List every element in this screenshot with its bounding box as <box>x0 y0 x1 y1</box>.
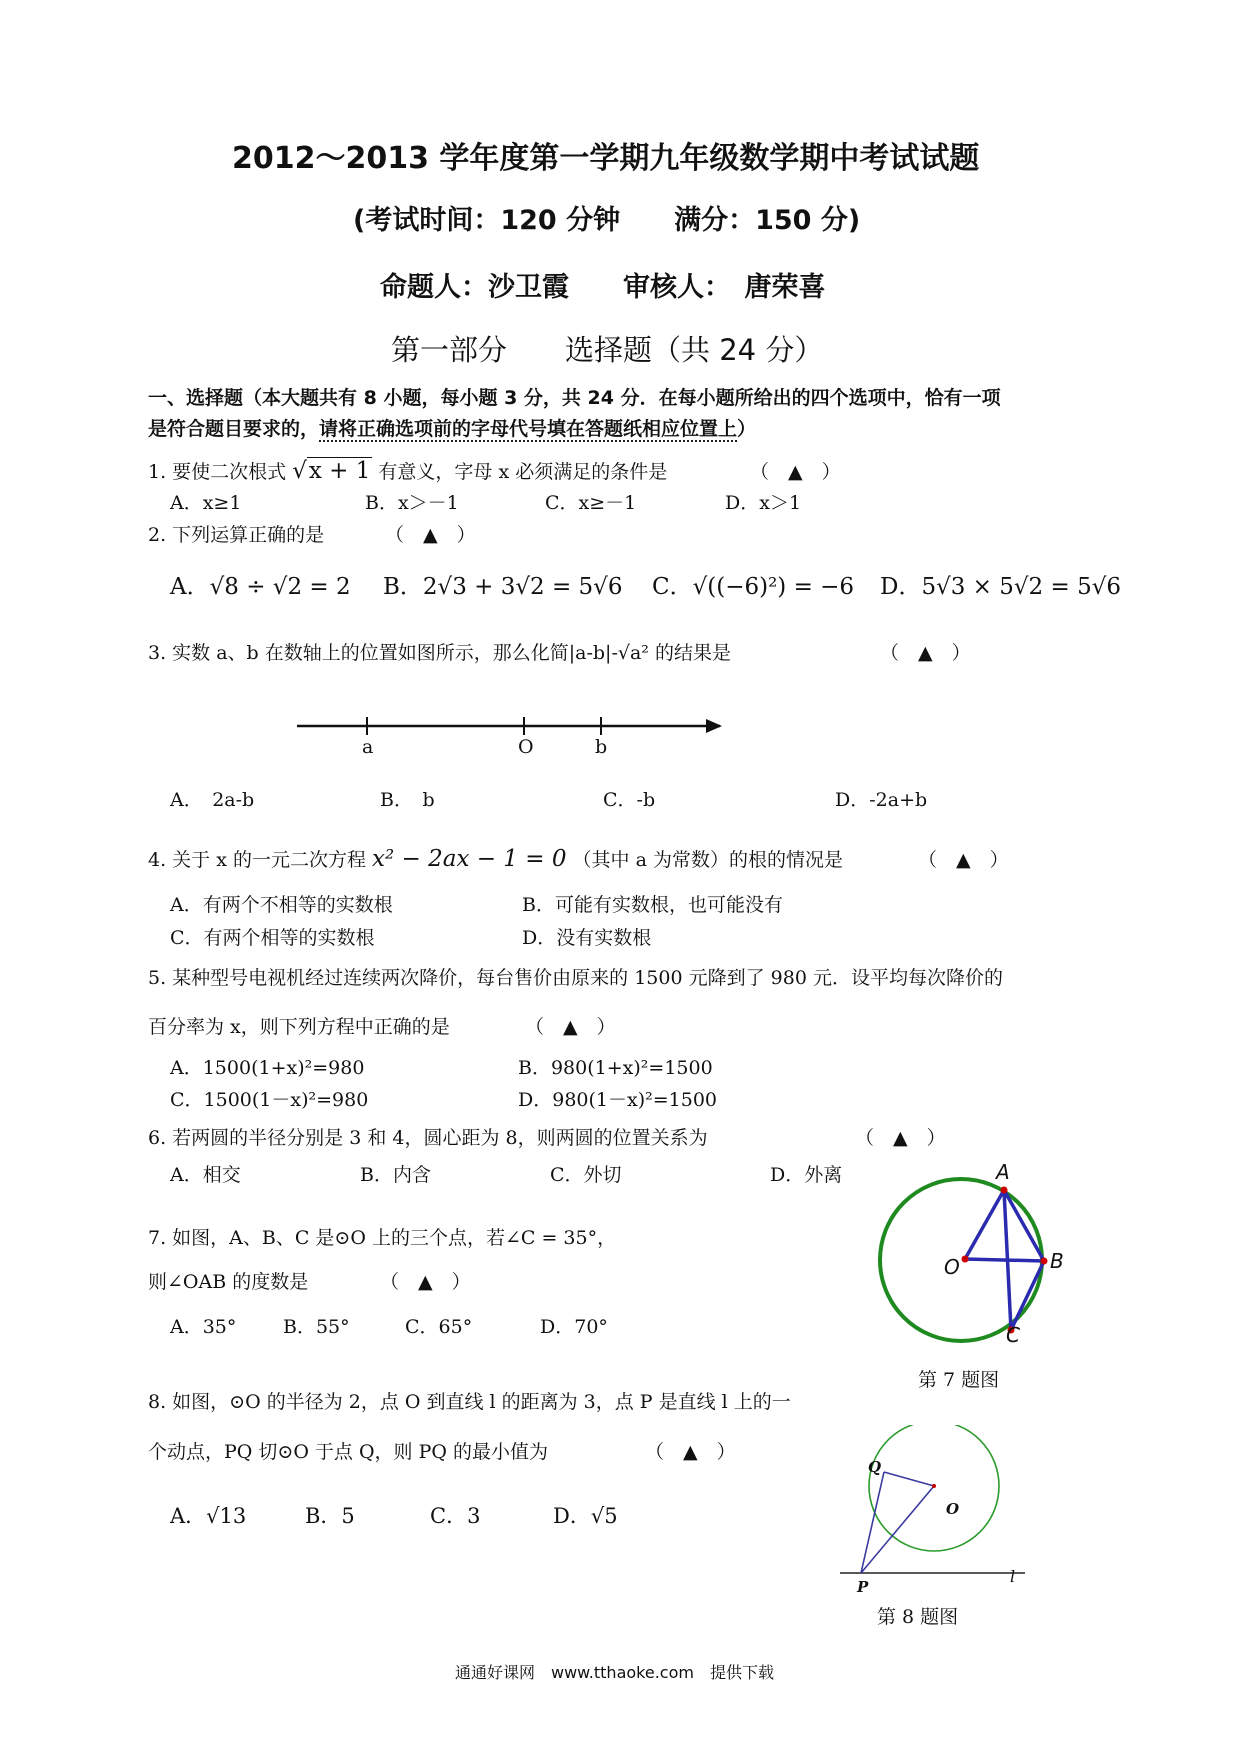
q8-label-l: l <box>1010 1567 1016 1586</box>
number-line-label-b: b <box>595 736 608 758</box>
footer-credit: 通通好课网 www.tthaoke.com 提供下载 <box>455 1663 774 1682</box>
question-5-stem-line2: 百分率为 x，则下列方程中正确的是 <box>148 1016 450 1038</box>
q4-option-d: D．没有实数根 <box>522 927 652 949</box>
q1-option-d: D．x＞1 <box>725 492 802 514</box>
q7-segment-ob <box>965 1259 1044 1261</box>
q8-label-q: Q <box>868 1458 882 1476</box>
q7-segment-oa <box>965 1190 1004 1259</box>
q4-stem-a: 4. 关于 x 的一元二次方程 <box>148 849 366 871</box>
q4-option-a: A．有两个不相等的实数根 <box>170 894 393 916</box>
question-6-stem: 6. 若两圆的半径分别是 3 和 4，圆心距为 8，则两圆的位置关系为 <box>148 1127 708 1149</box>
q3-option-c: C．-b <box>603 789 656 811</box>
q8-point-o <box>932 1484 936 1488</box>
question-7-blank: （ ▲ ） <box>380 1271 471 1293</box>
q8-option-a: A．√13 <box>170 1504 247 1528</box>
q7-label-b: B <box>1050 1249 1064 1273</box>
section-heading-line2-c: ） <box>737 418 757 440</box>
q1-option-a: A．x≥1 <box>170 492 242 514</box>
question-1-blank: （ ▲ ） <box>750 461 841 483</box>
q5-option-c: C．1500(1－x)²=980 <box>170 1089 369 1111</box>
section-heading-line2-a: 是符合题目要求的， <box>148 418 320 440</box>
question-1-stem <box>148 457 667 484</box>
number-line-label-a: a <box>362 736 374 758</box>
q1-option-c: C．x≥－1 <box>545 492 637 514</box>
q2-option-c: C．√((−6)²) = −6 <box>652 574 855 600</box>
q2-option-a: A．√8 ÷ √2 = 2 <box>170 574 351 600</box>
question-7-stem-line2: 则∠OAB 的度数是 <box>148 1271 309 1293</box>
q8-option-c: C．3 <box>430 1504 481 1528</box>
q6-option-a: A．相交 <box>170 1164 241 1186</box>
question-7-stem-line1: 7. 如图，A、B、C 是⊙O 上的三个点，若∠C = 35°， <box>148 1227 617 1249</box>
q4-equation: x² − 2ax − 1 = 0 <box>372 846 567 872</box>
q4-stem-b: （其中 a 为常数）的根的情况是 <box>572 849 843 871</box>
q1-radicand: x + 1 <box>308 458 371 484</box>
q7-option-d: D．70° <box>540 1316 608 1338</box>
q8-option-d: D．√5 <box>553 1504 618 1528</box>
q7-option-a: A．35° <box>170 1316 237 1338</box>
section-heading-line1: 一、选择题（本大题共有 8 小题，每小题 3 分，共 24 分．在每小题所给出的四个选项中，恰有一项 <box>148 387 1001 409</box>
question-3-blank: （ ▲ ） <box>880 642 971 664</box>
question-8-stem-line2: 个动点，PQ 切⊙O 于点 Q，则 PQ 的最小值为 <box>148 1441 548 1463</box>
q7-figure <box>870 1160 1070 1360</box>
question-2-blank: （ ▲ ） <box>385 524 476 546</box>
question-5-blank: （ ▲ ） <box>525 1016 616 1038</box>
section-heading-line2 <box>148 414 756 441</box>
authors: 命题人：沙卫霞 审核人： 唐荣喜 <box>380 272 826 303</box>
q1-radical: √x + 1 <box>292 458 371 484</box>
q8-caption: 第 8 题图 <box>877 1606 959 1628</box>
q3-option-d: D．-2a+b <box>835 789 928 811</box>
q7-option-b: B．55° <box>283 1316 350 1338</box>
q8-segment-po <box>861 1486 934 1573</box>
question-2-stem: 2. 下列运算正确的是 <box>148 524 325 546</box>
number-line-arrow <box>706 719 722 733</box>
q7-point-o <box>962 1256 969 1263</box>
question-4-stem <box>148 845 843 872</box>
q7-label-c: C <box>1006 1323 1020 1347</box>
number-line-label-o: O <box>518 736 534 758</box>
number-line-figure <box>290 710 740 770</box>
q3-option-a: A． 2a-b <box>170 789 255 811</box>
q3-option-b: B． b <box>380 789 435 811</box>
q8-label-p: P <box>857 1578 869 1596</box>
question-8-blank: （ ▲ ） <box>645 1441 736 1463</box>
page-title: 2012～2013 学年度第一学期九年级数学期中考试试题 <box>232 141 980 176</box>
q7-label-o: O <box>944 1255 960 1279</box>
exam-info: (考试时间：120 分钟 满分：150 分) <box>353 205 861 236</box>
q2-option-d: D．5√3 × 5√2 = 5√6 <box>880 574 1121 600</box>
question-5-stem-line1: 5. 某种型号电视机经过连续两次降价，每台售价由原来的 1500 元降到了 980 元．设平均每次降价的 <box>148 967 1003 989</box>
q4-option-b: B．可能有实数根，也可能没有 <box>522 894 783 916</box>
q4-option-c: C．有两个相等的实数根 <box>170 927 375 949</box>
q5-option-b: B．980(1+x)²=1500 <box>518 1057 713 1079</box>
q6-option-d: D．外离 <box>770 1164 843 1186</box>
q6-option-b: B．内含 <box>360 1164 431 1186</box>
q2-option-b: B．2√3 + 3√2 = 5√6 <box>383 574 623 600</box>
q8-figure <box>830 1425 1030 1585</box>
q7-option-c: C．65° <box>405 1316 473 1338</box>
q7-label-a: A <box>996 1160 1010 1184</box>
q7-point-a <box>1001 1187 1008 1194</box>
q7-caption: 第 7 题图 <box>918 1369 1000 1391</box>
q5-option-d: D．980(1－x)²=1500 <box>518 1089 718 1111</box>
q1-stem-b: 有意义，字母 x 必须满足的条件是 <box>378 461 668 483</box>
question-6-blank: （ ▲ ） <box>855 1127 946 1149</box>
part-heading: 第一部分 选择题（共 24 分） <box>391 333 824 367</box>
section-heading-line2-emphasis: 请将正确选项前的字母代号填在答题纸相应位置上 <box>319 418 738 440</box>
q7-point-b <box>1041 1258 1048 1265</box>
question-3-stem: 3. 实数 a、b 在数轴上的位置如图所示，那么化简|a-b|-√a² 的结果是 <box>148 642 731 664</box>
q8-option-b: B．5 <box>305 1504 355 1528</box>
q1-stem-a: 1. 要使二次根式 <box>148 461 287 483</box>
q8-label-o: O <box>946 1500 960 1518</box>
question-4-blank: （ ▲ ） <box>918 849 1009 871</box>
q5-option-a: A．1500(1+x)²=980 <box>170 1057 365 1079</box>
q1-option-b: B．x＞－1 <box>365 492 459 514</box>
q8-segment-qo <box>884 1472 934 1486</box>
question-8-stem-line1: 8. 如图，⊙O 的半径为 2，点 O 到直线 l 的距离为 3，点 P 是直线 l 上的一 <box>148 1391 791 1413</box>
q6-option-c: C．外切 <box>550 1164 622 1186</box>
